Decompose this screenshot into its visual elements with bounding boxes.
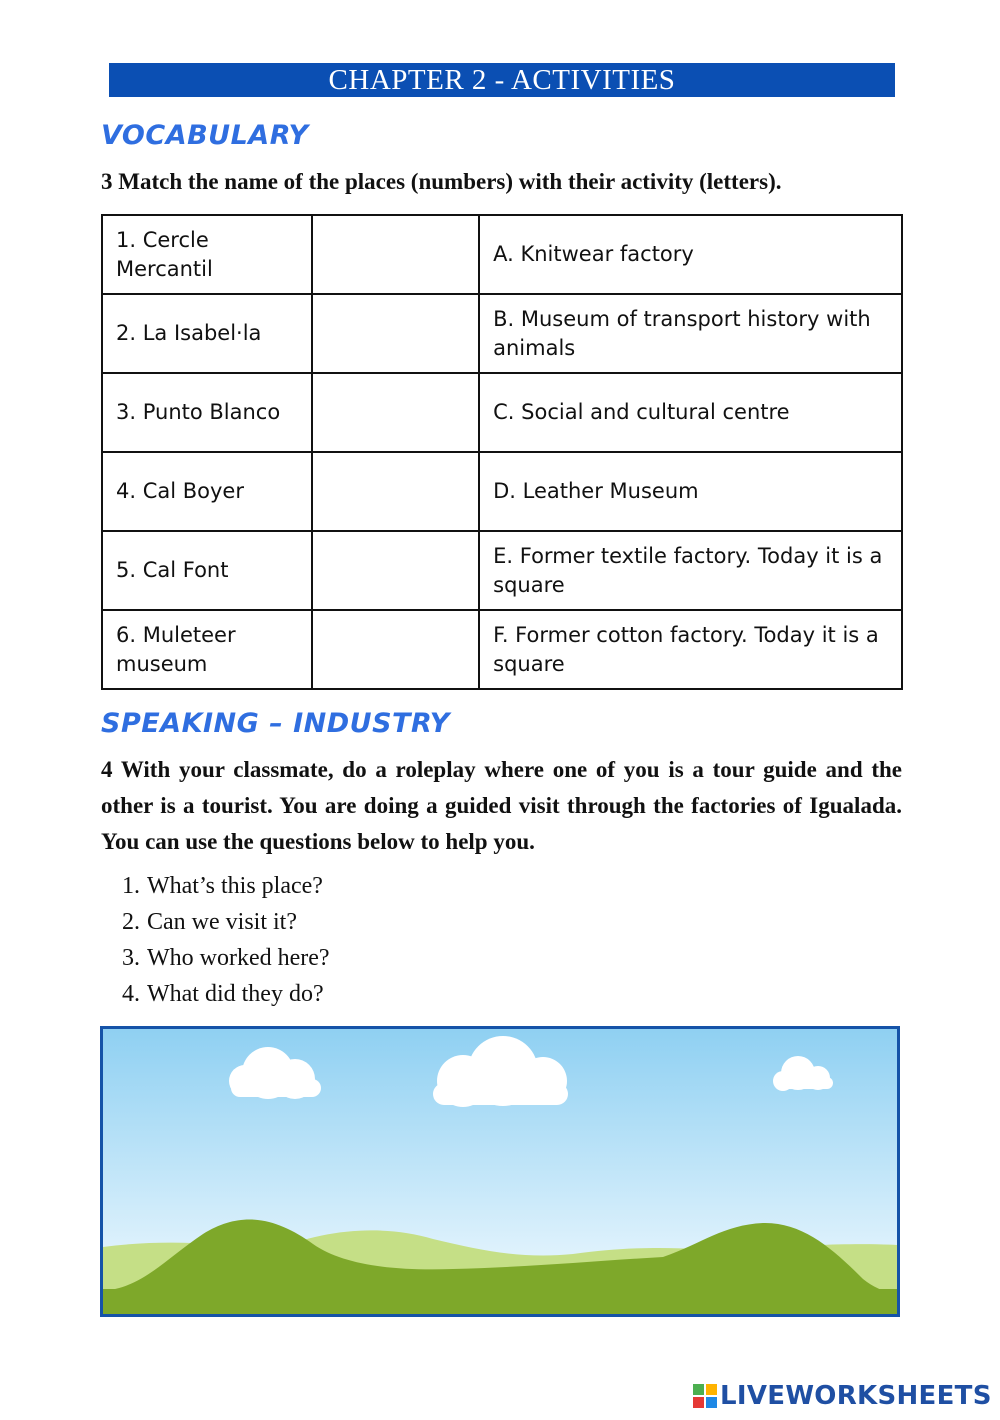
question-number: 1. (122, 873, 140, 899)
activity-cell: C. Social and cultural centre (479, 373, 902, 452)
place-cell: 3. Punto Blanco (102, 373, 312, 452)
speaking-instruction: 4 With your classmate, do a roleplay where one of you is a tour guide and the other is a tourist. You are doing a guided visit through the factories of Igualada. You can use the questions below to help you. (101, 757, 902, 854)
list-item (122, 940, 330, 976)
place-cell: 2. La Isabel·la (102, 294, 312, 373)
activity-cell: D. Leather Museum (479, 452, 902, 531)
place-cell: 6. Muleteer museum (102, 610, 312, 689)
watermark-text: LIVEWORKSHEETS (720, 1381, 992, 1411)
liveworksheets-watermark (692, 1378, 992, 1414)
list-item (122, 904, 330, 940)
answer-cell[interactable] (312, 531, 479, 610)
list-item (122, 976, 330, 1012)
activity-cell: E. Former textile factory. Today it is a square (479, 531, 902, 610)
table-row (102, 531, 902, 610)
activity-cell: A. Knitwear factory (479, 215, 902, 294)
place-cell: 4. Cal Boyer (102, 452, 312, 531)
question-text: Can we visit it? (147, 909, 297, 935)
activity-cell: B. Museum of transport history with animals (479, 294, 902, 373)
table-row (102, 294, 902, 373)
answer-cell[interactable] (312, 294, 479, 373)
place-cell: 1. Cercle Mercantil (102, 215, 312, 294)
table-row (102, 373, 902, 452)
question-text: What’s this place? (147, 873, 323, 899)
question-text: Who worked here? (147, 945, 330, 971)
table-row (102, 215, 902, 294)
list-item (122, 868, 330, 904)
question-number: 3. (122, 945, 140, 971)
question-number: 4. (122, 981, 140, 1007)
question-number: 2. (122, 909, 140, 935)
place-cell: 5. Cal Font (102, 531, 312, 610)
answer-cell[interactable] (312, 215, 479, 294)
question-list (122, 868, 330, 1012)
chapter-title-banner: CHAPTER 2 - ACTIVITIES (109, 63, 895, 97)
landscape-illustration (100, 1026, 900, 1317)
answer-cell[interactable] (312, 610, 479, 689)
ground (103, 1289, 897, 1314)
table-row (102, 610, 902, 689)
answer-cell[interactable] (312, 373, 479, 452)
activity-cell: F. Former cotton factory. Today it is a square (479, 610, 902, 689)
vocabulary-instruction: 3 Match the name of the places (numbers) with their activity (letters). (101, 169, 782, 194)
question-text: What did they do? (147, 981, 324, 1007)
vocabulary-heading: VOCABULARY (101, 120, 309, 151)
answer-cell[interactable] (312, 452, 479, 531)
matching-table (101, 214, 903, 690)
speaking-heading: SPEAKING – INDUSTRY (101, 708, 450, 739)
table-row (102, 452, 902, 531)
liveworksheets-logo-icon (692, 1383, 718, 1409)
